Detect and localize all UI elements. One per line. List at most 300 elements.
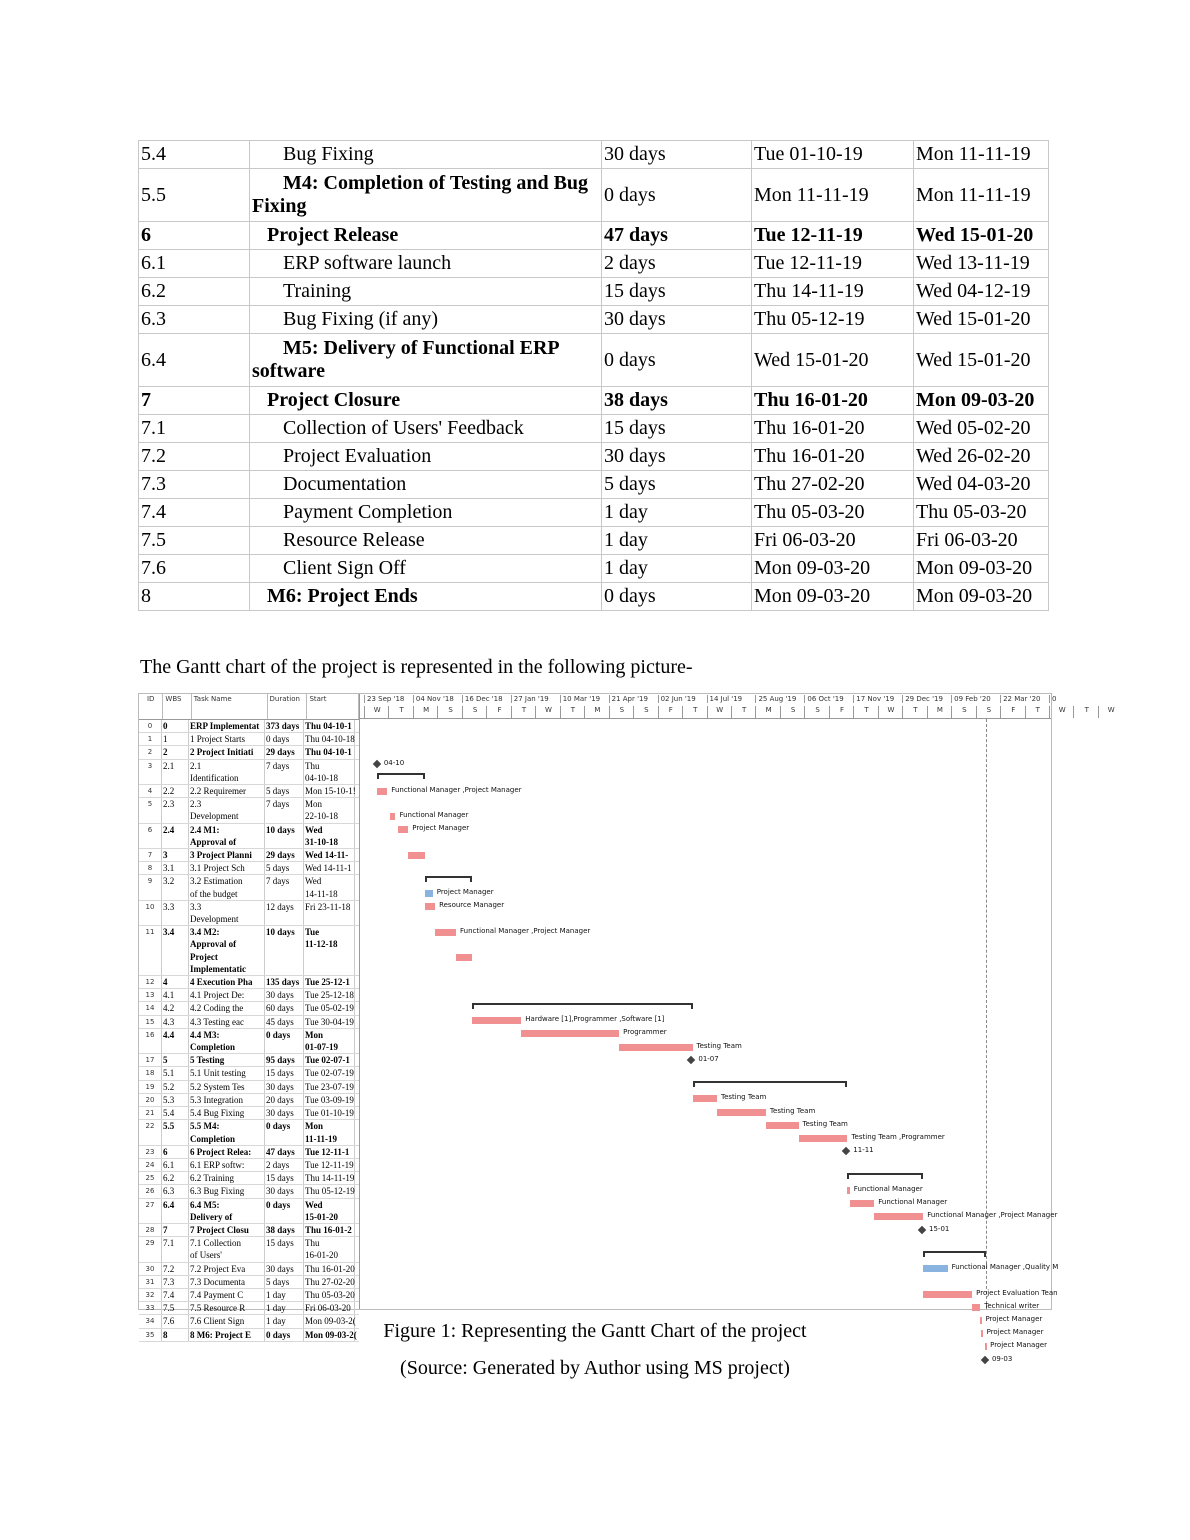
timescale-label: 21 Apr '19	[609, 695, 648, 703]
gantt-cell-id: 31	[139, 1276, 162, 1288]
gantt-cell-name: 7.3 Documenta	[189, 1276, 265, 1288]
cell-dur: 1 day	[602, 499, 752, 527]
timescale-day: M	[584, 706, 609, 718]
cell-start: Mon 09-03-20	[752, 555, 914, 583]
cell-id: 7.2	[139, 443, 250, 471]
gantt-cell-name: 8 M6: Project E	[189, 1329, 265, 1341]
gantt-cell-id: 5	[139, 798, 162, 822]
gantt-cell-wbs: 3.1	[162, 862, 189, 874]
gantt-cell-dur: 7 days	[265, 798, 304, 822]
gantt-cell-wbs: 4.3	[162, 1016, 189, 1028]
gantt-cell-dur: 60 days	[265, 1002, 304, 1014]
timescale-day: T	[511, 706, 536, 718]
gantt-row	[139, 1094, 359, 1107]
gantt-row	[139, 1237, 359, 1262]
cell-finish: Wed 04-03-20	[914, 471, 1049, 499]
gantt-cell-start: Tue 12-11-19	[305, 1159, 354, 1170]
table-row	[139, 527, 1049, 555]
gantt-cell-id: 1	[139, 733, 162, 745]
gantt-row	[139, 720, 359, 733]
gantt-cell-wbs: 7.3	[162, 1276, 189, 1288]
resource-label: Functional Manager ,Quality M	[951, 1263, 1059, 1271]
gantt-cell-dur: 95 days	[265, 1054, 304, 1066]
gantt-cell-wbs: 5.2	[162, 1081, 189, 1093]
cell-start: Thu 16-01-20	[752, 443, 914, 471]
gantt-cell-dur: 1 day	[265, 1315, 304, 1327]
gantt-cell-name: 3.1 Project Sch	[189, 862, 265, 874]
gantt-cell-name: 4 Execution Pha	[189, 976, 265, 988]
summary-bar	[923, 1251, 986, 1253]
timescale-label: 10 Mar '19	[560, 695, 600, 703]
gantt-cell-start: Tue 01-10-19	[305, 1108, 354, 1119]
gantt-cell-dur: 7 days	[265, 760, 304, 784]
gantt-cell-start: Thu 04-10-1	[304, 720, 355, 732]
cell-id: 6.4	[139, 334, 250, 387]
gantt-cell-start: Wed 14-11-18	[304, 875, 355, 899]
gantt-cell-wbs: 4	[162, 976, 189, 988]
gantt-cell-dur: 7 days	[265, 875, 304, 899]
gantt-cell-dur: 1 day	[265, 1302, 304, 1314]
gantt-row	[139, 1276, 359, 1289]
cell-start: Thu 16-01-20	[752, 415, 914, 443]
gantt-cell-dur: 1 day	[265, 1289, 304, 1301]
task-bar	[425, 890, 433, 897]
cell-start: Fri 06-03-20	[752, 527, 914, 555]
table-row	[139, 222, 1049, 250]
gantt-cell-id: 34	[139, 1315, 162, 1327]
resource-label: Functional Manager	[853, 1185, 923, 1193]
summary-bar	[377, 773, 425, 775]
resource-label: Functional Manager ,Project Manager	[391, 786, 522, 794]
resource-label: Project Evaluation Tean	[976, 1289, 1058, 1297]
gantt-cell-start: Tue 11-12-18	[304, 926, 355, 975]
gantt-row	[139, 1289, 359, 1302]
gantt-cell-start: Tue 23-07-19	[305, 1081, 354, 1092]
gantt-cell-id: 20	[139, 1094, 162, 1106]
cell-id: 7.1	[139, 415, 250, 443]
timescale-label: 27 Jan '19	[511, 695, 549, 703]
gantt-cell-wbs: 3.4	[162, 926, 189, 975]
gantt-cell-wbs: 2.3	[162, 798, 189, 822]
gantt-cell-wbs: 5.1	[162, 1067, 189, 1079]
gantt-cell-id: 30	[139, 1263, 162, 1275]
timescale-label: 02 Jun '19	[658, 695, 696, 703]
gantt-cell-start: Thu 05-03-20	[305, 1289, 355, 1300]
task-bar	[717, 1109, 766, 1116]
gantt-cell-name: 6.3 Bug Fixing	[189, 1185, 265, 1197]
gantt-cell-start: Tue 05-02-19	[305, 1003, 354, 1014]
gantt-cell-name: 1 Project Starts	[189, 733, 265, 745]
gantt-cell-name: ERP Implementat	[189, 720, 265, 732]
resource-label: Testing Team	[802, 1120, 848, 1128]
gantt-cell-name: 7.6 Client Sign	[189, 1315, 265, 1327]
table-row	[139, 499, 1049, 527]
gantt-cell-wbs: 6	[162, 1146, 189, 1158]
task-bar	[472, 1017, 521, 1024]
gantt-cell-dur: 30 days	[265, 1107, 304, 1119]
summary-bar	[472, 1003, 692, 1005]
resource-label: 01-07	[698, 1055, 719, 1063]
gantt-cell-id: 29	[139, 1237, 162, 1261]
gantt-cell-dur: 38 days	[265, 1224, 304, 1236]
task-bar	[408, 852, 424, 859]
timescale-day: S	[976, 706, 1001, 718]
header-start: Start	[307, 694, 359, 719]
milestone-marker	[842, 1147, 850, 1155]
gantt-cell-start: Mon 01-07-19	[304, 1029, 355, 1053]
gantt-cell-id: 33	[139, 1302, 162, 1314]
timescale-day: M	[927, 706, 952, 718]
gantt-cell-id: 19	[139, 1081, 162, 1093]
gantt-cell-start: Thu 27-02-20	[305, 1276, 355, 1287]
table-row	[139, 169, 1049, 222]
cell-start: Thu 05-12-19	[752, 306, 914, 334]
timescale-day: T	[731, 706, 756, 718]
cell-name: Training	[250, 278, 602, 306]
resource-label: Functional Manager	[878, 1198, 948, 1206]
table-row	[139, 555, 1049, 583]
cell-dur: 0 days	[602, 334, 752, 387]
header-wbs: WBS	[163, 694, 191, 719]
task-bar	[398, 826, 408, 833]
cell-name: Collection of Users' Feedback	[250, 415, 602, 443]
gantt-row	[139, 1146, 359, 1159]
gantt-row	[139, 760, 359, 785]
gantt-cell-wbs: 2.2	[162, 785, 189, 797]
gantt-cell-name: 3.2 Estimation of the budget	[189, 875, 265, 899]
timescale-label: 16 Dec '18	[462, 695, 503, 703]
cell-id: 7.4	[139, 499, 250, 527]
gantt-cell-wbs: 6.1	[162, 1159, 189, 1171]
gantt-cell-wbs: 6.3	[162, 1185, 189, 1197]
gantt-row	[139, 1054, 359, 1067]
gantt-cell-wbs: 4.2	[162, 1002, 189, 1014]
gantt-row	[139, 785, 359, 798]
task-bar	[847, 1187, 849, 1194]
header-task-name: Task Name	[192, 694, 268, 719]
gantt-cell-wbs: 6.2	[162, 1172, 189, 1184]
gantt-cell-id: 24	[139, 1159, 162, 1171]
gantt-row	[139, 1199, 359, 1224]
cell-dur: 15 days	[602, 278, 752, 306]
resource-label: Resource Manager	[439, 901, 505, 909]
gantt-cell-id: 3	[139, 760, 162, 784]
cell-dur: 15 days	[602, 415, 752, 443]
gantt-cell-id: 28	[139, 1224, 162, 1236]
gantt-cell-start: Mon 11-11-19	[304, 1120, 355, 1144]
table-row	[139, 583, 1049, 611]
resource-label: 04-10	[383, 759, 405, 767]
gantt-cell-id: 6	[139, 824, 162, 848]
table-row	[139, 415, 1049, 443]
gantt-cell-name: 4.2 Coding the	[189, 1002, 265, 1014]
cell-start: Thu 16-01-20	[752, 387, 914, 415]
header-id: ID	[139, 694, 163, 719]
timescale-label: 25 Aug '19	[755, 695, 796, 703]
gantt-cell-dur: 15 days	[265, 1237, 304, 1261]
task-bar	[619, 1044, 692, 1051]
gantt-cell-id: 0	[139, 720, 162, 732]
cell-finish: Wed 15-01-20	[914, 306, 1049, 334]
resource-label: Project Manager	[986, 1328, 1044, 1336]
gantt-cell-dur: 0 days	[265, 1120, 304, 1144]
timescale-day: W	[364, 706, 389, 718]
timescale-day: S	[804, 706, 829, 718]
gantt-cell-dur: 15 days	[265, 1067, 304, 1079]
timescale-day: S	[780, 706, 805, 718]
gantt-row	[139, 1029, 359, 1054]
gantt-cell-start: Tue 02-07-1	[304, 1054, 355, 1066]
gantt-cell-dur: 0 days	[265, 1199, 304, 1223]
task-bar	[456, 954, 472, 961]
gantt-cell-wbs: 5.5	[162, 1120, 189, 1144]
timescale-label: 23 Sep '18	[364, 695, 404, 703]
gantt-cell-dur: 2 days	[265, 1159, 304, 1171]
gantt-row	[139, 1107, 359, 1120]
figure-caption: Figure 1: Representing the Gantt Chart of the project	[383, 1320, 807, 1342]
timescale-label: 14 Jul '19	[707, 695, 743, 703]
timescale-label: 29 Dec '19	[902, 695, 943, 703]
cell-finish: Mon 11-11-19	[914, 141, 1049, 169]
timescale-day: M	[755, 706, 780, 718]
gantt-cell-name: 7.4 Payment C	[189, 1289, 265, 1301]
timescale-day: S	[609, 706, 634, 718]
cell-start: Mon 09-03-20	[752, 583, 914, 611]
gantt-cell-name: 6.4 M5: Delivery of	[189, 1199, 265, 1223]
gantt-cell-dur: 47 days	[265, 1146, 304, 1158]
cell-start: Wed 15-01-20	[752, 334, 914, 387]
timescale-day: T	[682, 706, 707, 718]
resource-label: Technical writer	[984, 1302, 1040, 1310]
task-bar	[766, 1122, 799, 1129]
cell-dur: 1 day	[602, 527, 752, 555]
gantt-cell-wbs: 7.1	[162, 1237, 189, 1261]
resource-label: 09-03	[991, 1355, 1013, 1363]
gantt-cell-start: Thu 16-01-20	[304, 1237, 355, 1261]
gantt-cell-name: 3 Project Planni	[189, 849, 265, 861]
gantt-cell-dur: 30 days	[265, 1185, 304, 1197]
gantt-cell-start: Thu 04-10-18	[304, 760, 355, 784]
wbs-table	[138, 140, 1049, 611]
cell-id: 7.5	[139, 527, 250, 555]
table-row	[139, 141, 1049, 169]
gantt-cell-start: Thu 04-10-1	[304, 746, 355, 758]
gantt-row	[139, 746, 359, 759]
timescale-day: S	[462, 706, 487, 718]
task-bar	[693, 1095, 717, 1102]
gantt-cell-wbs: 2	[162, 746, 189, 758]
table-row	[139, 306, 1049, 334]
gantt-cell-id: 2	[139, 746, 162, 758]
task-bar	[923, 1291, 972, 1298]
cell-start: Thu 05-03-20	[752, 499, 914, 527]
gantt-cell-wbs: 2.4	[162, 824, 189, 848]
cell-id: 6	[139, 222, 250, 250]
gantt-row	[139, 1263, 359, 1276]
resource-label: Project Manager	[985, 1315, 1043, 1323]
gantt-cell-start: Tue 25-12-1	[304, 976, 355, 988]
gantt-cell-dur: 29 days	[265, 746, 304, 758]
cell-name: Bug Fixing	[250, 141, 602, 169]
gantt-cell-name: 7 Project Closu	[189, 1224, 265, 1236]
gantt-cell-id: 9	[139, 875, 162, 899]
cell-name: Project Evaluation	[250, 443, 602, 471]
table-row	[139, 334, 1049, 387]
cell-finish: Fri 06-03-20	[914, 527, 1049, 555]
gantt-cell-start: Tue 12-11-1	[304, 1146, 355, 1158]
gantt-cell-id: 18	[139, 1067, 162, 1079]
gantt-cell-dur: 373 days	[265, 720, 304, 732]
cell-name: Resource Release	[250, 527, 602, 555]
milestone-marker	[373, 760, 381, 768]
gantt-cell-dur: 5 days	[265, 1276, 304, 1288]
gantt-cell-dur: 10 days	[265, 926, 304, 975]
gantt-cell-name: 5.3 Integration	[189, 1094, 265, 1106]
cell-finish: Mon 09-03-20	[914, 387, 1049, 415]
cell-name: Project Release	[250, 222, 602, 250]
gantt-cell-dur: 30 days	[265, 1081, 304, 1093]
gantt-row	[139, 875, 359, 900]
timescale-day: F	[829, 706, 854, 718]
gantt-cell-dur: 0 days	[265, 1029, 304, 1053]
cell-start: Thu 27-02-20	[752, 471, 914, 499]
gantt-cell-dur: 5 days	[265, 785, 304, 797]
table-row	[139, 250, 1049, 278]
cell-finish: Wed 15-01-20	[914, 334, 1049, 387]
gantt-cell-name: 5.1 Unit testing	[189, 1067, 265, 1079]
task-bar	[985, 1343, 987, 1350]
timescale-day: F	[486, 706, 511, 718]
gantt-cell-start: Thu 14-11-19	[305, 1173, 355, 1184]
cell-finish: Wed 04-12-19	[914, 278, 1049, 306]
gantt-cell-start: Thu 16-01-20	[305, 1263, 355, 1274]
timescale-day: S	[437, 706, 462, 718]
gantt-cell-start: Wed 15-01-20	[304, 1199, 355, 1223]
task-bar	[435, 929, 456, 936]
cell-finish: Wed 15-01-20	[914, 222, 1049, 250]
resource-label: Testing Team	[720, 1093, 767, 1101]
timescale-day: W	[1049, 706, 1074, 718]
gantt-row	[139, 1159, 359, 1172]
summary-bar	[693, 1081, 848, 1083]
cell-dur: 30 days	[602, 306, 752, 334]
gantt-cell-wbs: 6.4	[162, 1199, 189, 1223]
gantt-cell-wbs: 5.3	[162, 1094, 189, 1106]
timescale-day: T	[853, 706, 878, 718]
gantt-cell-id: 27	[139, 1199, 162, 1223]
gantt-cell-name: 6.2 Training	[189, 1172, 265, 1184]
task-bar	[874, 1213, 923, 1220]
gantt-cell-name: 7.1 Collection of Users'	[189, 1237, 265, 1261]
milestone-marker	[918, 1226, 926, 1234]
timescale-label: 04 Nov '18	[413, 695, 454, 703]
gantt-cell-name: 2.2 Requiremer	[189, 785, 265, 797]
cell-dur: 30 days	[602, 141, 752, 169]
gantt-cell-id: 8	[139, 862, 162, 874]
gantt-cell-name: 6.1 ERP softw:	[189, 1159, 265, 1171]
gantt-cell-id: 22	[139, 1120, 162, 1144]
gantt-cell-wbs: 4.4	[162, 1029, 189, 1053]
resource-label: Testing Team	[769, 1107, 816, 1115]
resource-label: Project Manager	[412, 824, 470, 832]
gantt-cell-name: 5.4 Bug Fixing	[189, 1107, 265, 1119]
gantt-cell-wbs: 5.4	[162, 1107, 189, 1119]
cell-name: Bug Fixing (if any)	[250, 306, 602, 334]
gantt-cell-name: 7.2 Project Eva	[189, 1263, 265, 1275]
gantt-cell-dur: 12 days	[265, 901, 304, 925]
summary-bar	[425, 876, 473, 878]
cell-start: Tue 12-11-19	[752, 250, 914, 278]
gantt-row	[139, 824, 359, 849]
gantt-cell-wbs: 5	[162, 1054, 189, 1066]
gantt-cell-name: 5.2 System Tes	[189, 1081, 265, 1093]
gantt-cell-name: 2 Project Initiati	[189, 746, 265, 758]
resource-label: Testing Team	[696, 1042, 742, 1050]
cell-name: M6: Project Ends	[250, 583, 602, 611]
resource-label: Programmer	[623, 1028, 667, 1036]
timescale-label: 22 Mar '20	[1000, 695, 1040, 703]
cell-finish: Wed 05-02-20	[914, 415, 1049, 443]
timescale-label: 06 Oct '19	[804, 695, 843, 703]
gantt-cell-start: Fri 23-11-18	[304, 901, 355, 925]
cell-name: Project Closure	[250, 387, 602, 415]
gantt-row	[139, 1067, 359, 1080]
cell-id: 5.5	[139, 169, 250, 222]
gantt-cell-start: Thu 05-12-19	[305, 1186, 355, 1197]
gantt-cell-id: 16	[139, 1029, 162, 1053]
task-bar	[799, 1135, 848, 1142]
timescale-day: W	[707, 706, 732, 718]
gantt-cell-dur: 20 days	[265, 1094, 304, 1106]
cell-start: Thu 14-11-19	[752, 278, 914, 306]
table-row	[139, 471, 1049, 499]
cell-dur: 47 days	[602, 222, 752, 250]
gantt-cell-dur: 5 days	[265, 862, 304, 874]
resource-label: Functional Manager ,Project Manager	[927, 1211, 1058, 1219]
table-row	[139, 387, 1049, 415]
cell-dur: 5 days	[602, 471, 752, 499]
gantt-cell-id: 26	[139, 1185, 162, 1197]
cell-id: 6.2	[139, 278, 250, 306]
gantt-cell-name: 2.1 Identification	[189, 760, 265, 784]
timescale-day: M	[413, 706, 438, 718]
gantt-row	[139, 926, 359, 976]
gantt-cell-id: 4	[139, 785, 162, 797]
timescale-day: W	[1098, 706, 1123, 718]
timescale-day: T	[1073, 706, 1098, 718]
gantt-cell-name: 7.5 Resource R	[189, 1302, 265, 1314]
gantt-cell-id: 7	[139, 849, 162, 861]
gantt-cell-dur: 0 days	[265, 733, 304, 745]
cell-dur: 30 days	[602, 443, 752, 471]
gantt-cell-wbs: 2.1	[162, 760, 189, 784]
cell-id: 7.3	[139, 471, 250, 499]
summary-bar	[847, 1173, 923, 1175]
gantt-cell-id: 35	[139, 1329, 162, 1341]
timescale-label: 0	[1049, 695, 1056, 703]
gantt-cell-start: Mon 09-03-2(	[305, 1316, 356, 1327]
resource-label: Functional Manager	[399, 811, 469, 819]
gantt-cell-dur: 10 days	[265, 824, 304, 848]
cell-finish: Mon 09-03-20	[914, 555, 1049, 583]
gantt-cell-id: 11	[139, 926, 162, 975]
resource-label: 15-01	[929, 1225, 950, 1233]
resource-label: Testing Team ,Programmer	[851, 1133, 945, 1141]
gantt-row	[139, 976, 359, 989]
gantt-row	[139, 862, 359, 875]
header-duration: Duration	[268, 694, 308, 719]
gantt-row	[139, 849, 359, 862]
